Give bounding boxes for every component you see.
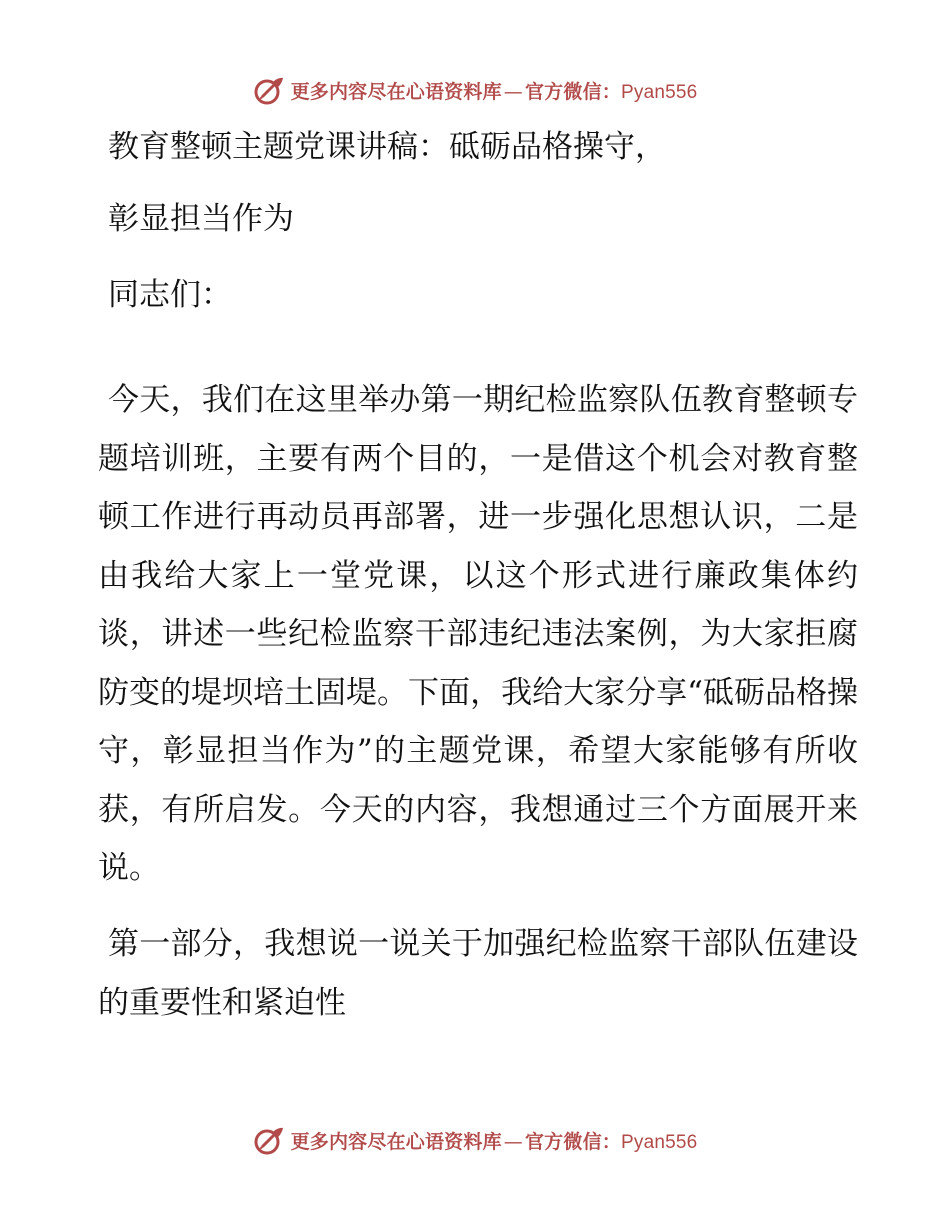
watermark-cn: 更多内容尽在心语资料库	[290, 80, 502, 103]
watermark-header	[0, 70, 950, 110]
watermark-separator: —	[503, 1130, 523, 1153]
watermark-official: 官方微信：	[524, 80, 621, 103]
watermark-cn: 更多内容尽在心语资料库	[290, 1130, 502, 1153]
watermark-official: 官方微信：	[524, 1130, 621, 1153]
watermark-id: Pyan556	[621, 1131, 698, 1153]
watermark-id: Pyan556	[621, 81, 698, 103]
greeting: 同志们：	[108, 277, 232, 313]
watermark-separator: —	[503, 80, 523, 103]
paragraph-2: 第一部分，我想说一说关于加强纪检监察干部队伍建设的重要性和紧迫性	[98, 926, 858, 1021]
document-title-line-2: 彰显担当作为	[108, 201, 294, 237]
paragraph-1: 今天，我们在这里举办第一期纪检监察队伍教育整顿专题培训班，主要有两个目的，一是借这个机会对教育整顿工作进行再动员再部署，进一步强化思想认识，二是由我给大家上一堂党课，以这个形式进行廉政集体约谈，讲述一些纪检监察干部违纪违法案例，为大家拒腐防变的堤坝培土固堤。下面，我给大家分享“砥砺品格操守，彰显担当作为”的主题党课，希望大家能够有所收获，有所启发。今天的内容，我想通过三个方面展开来说。	[98, 382, 858, 886]
watermark-text	[291, 1127, 698, 1154]
document-title-line-1: 教育整顿主题党课讲稿：砥砺品格操守，	[108, 129, 666, 165]
quill-logo-icon	[253, 74, 285, 106]
quill-logo-icon	[253, 1124, 285, 1156]
watermark-text	[291, 77, 698, 104]
watermark-footer	[0, 1120, 950, 1160]
